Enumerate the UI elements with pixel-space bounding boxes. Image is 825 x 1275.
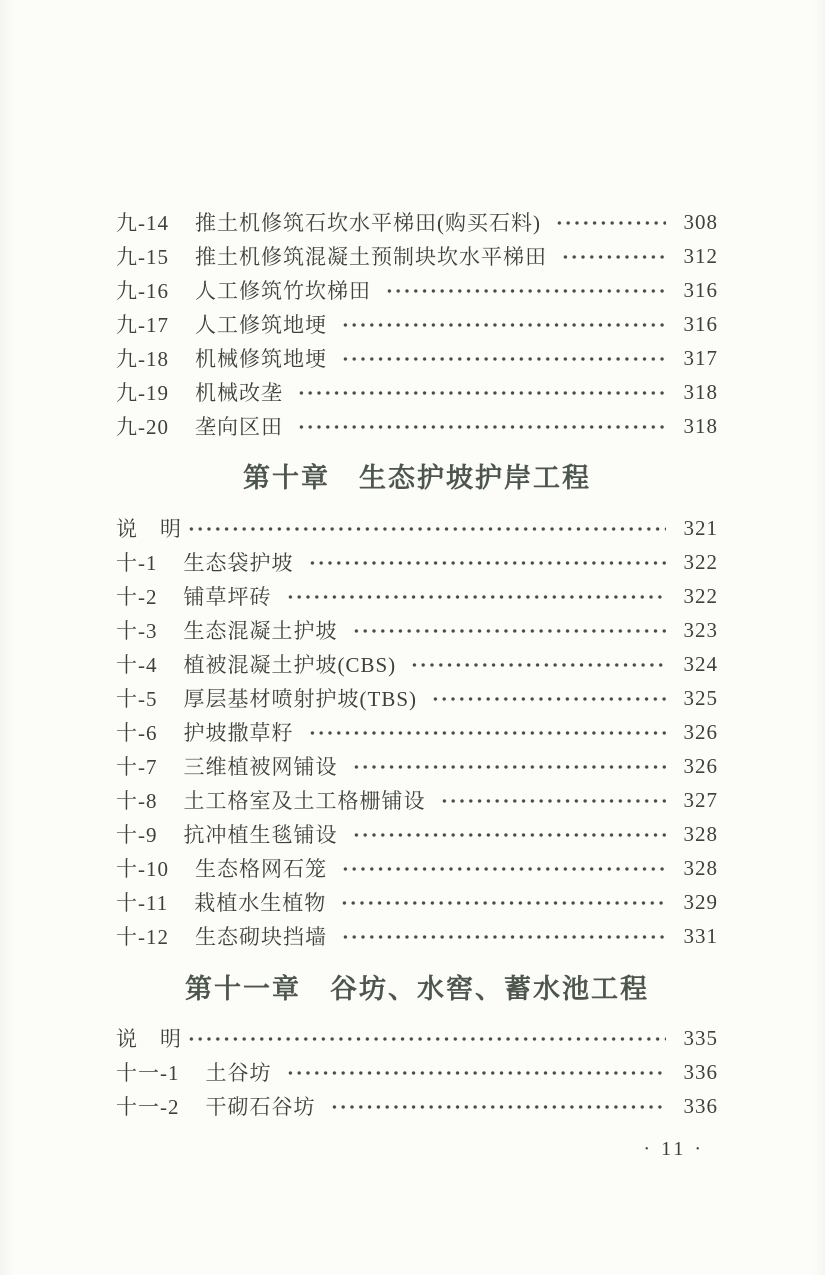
dot-leader: [341, 322, 666, 328]
toc-entry: [116, 681, 718, 715]
entry-page-number: 312: [683, 243, 718, 268]
dot-leader: [297, 390, 666, 396]
entry-label: 九-18: [116, 347, 169, 371]
entry-page-number: 324: [683, 651, 718, 676]
entry-title: 抗冲植生毯铺设: [183, 823, 338, 847]
entry-page-number: 328: [683, 821, 718, 846]
dot-leader: [187, 526, 666, 532]
entry-title: 铺草坪砖: [183, 585, 272, 609]
entry-label: 十-3: [116, 619, 158, 643]
toc-entry: [116, 205, 718, 239]
entry-label: 十-4: [116, 653, 158, 677]
entry-page-number: 336: [683, 1059, 718, 1084]
entry-title: 人工修筑地埂: [195, 313, 327, 337]
entry-label: 九-14: [116, 211, 169, 235]
toc-entry: [116, 613, 718, 647]
dot-leader: [341, 356, 666, 362]
entry-label: 十-10: [116, 857, 169, 881]
entry-title: 栽植水生植物: [194, 891, 327, 915]
dot-leader: [440, 798, 667, 804]
entry-page-number: 308: [683, 209, 718, 234]
dot-leader: [341, 934, 666, 940]
toc-entry: [116, 749, 718, 783]
toc-entry: [116, 579, 718, 613]
dot-leader: [410, 662, 666, 668]
entry-title: 干砌石谷坊: [205, 1095, 316, 1119]
toc-entry: [116, 545, 718, 579]
entry-page-number: 318: [683, 379, 718, 404]
toc-entry: [116, 1055, 718, 1089]
entry-title: 机械改垄: [195, 381, 283, 405]
toc-entry: [116, 239, 718, 273]
entry-title: 厚层基材喷射护坡(TBS): [183, 687, 417, 711]
entry-label: 十-12: [116, 925, 169, 949]
toc-entry: [116, 341, 718, 375]
dot-leader: [308, 560, 667, 566]
chapter-heading: 第十章 生态护坡护岸工程: [243, 463, 591, 493]
entry-page-number: 317: [683, 345, 718, 370]
entry-label: 十-1: [116, 551, 158, 575]
toc-entry: [116, 307, 718, 341]
entry-label: 十-7: [116, 755, 158, 779]
entry-label: 十-8: [116, 789, 158, 813]
entry-page-number: 321: [683, 515, 718, 540]
entry-page-number: 316: [683, 277, 718, 302]
toc-entry: [116, 511, 718, 545]
toc-entry: [116, 1089, 718, 1123]
entry-label: 十-2: [116, 585, 158, 609]
dot-leader: [352, 764, 667, 770]
entry-label: 说 明: [116, 517, 182, 541]
toc-entry: [116, 1021, 718, 1055]
entry-label: 说 明: [116, 1027, 182, 1051]
entry-title: 三维植被网铺设: [183, 755, 338, 779]
dot-leader: [341, 866, 666, 872]
entry-title: 生态格网石笼: [195, 857, 327, 881]
entry-label: 九-15: [116, 245, 169, 269]
entry-label: 十-9: [116, 823, 158, 847]
entry-title: 生态混凝土护坡: [183, 619, 338, 643]
entry-title: 土工格室及土工格栅铺设: [183, 789, 426, 813]
dot-leader: [286, 594, 667, 600]
entry-label: 十一-2: [116, 1095, 180, 1119]
entry-title: 生态袋护坡: [183, 551, 294, 575]
dot-leader: [297, 424, 666, 430]
toc-entry: [116, 851, 718, 885]
dot-leader: [286, 1070, 667, 1076]
dot-leader: [352, 832, 667, 838]
entry-page-number: 331: [683, 923, 718, 948]
entry-title: 土谷坊: [205, 1061, 272, 1085]
dot-leader: [330, 1104, 667, 1110]
dot-leader: [308, 730, 667, 736]
entry-page-number: 322: [683, 583, 718, 608]
entry-title: 护坡撒草籽: [183, 721, 294, 745]
toc-entry: [116, 885, 718, 919]
entry-title: 生态砌块挡墙: [195, 925, 327, 949]
dot-leader: [431, 696, 666, 702]
entry-page-number: 325: [683, 685, 718, 710]
toc-entry: [116, 783, 718, 817]
entry-page-number: 322: [683, 549, 718, 574]
chapter-heading: 第十一章 谷坊、水窖、蓄水池工程: [185, 974, 649, 1004]
entry-title: 植被混凝土护坡(CBS): [183, 653, 397, 677]
dot-leader: [385, 288, 666, 294]
entry-title: 机械修筑地埂: [195, 347, 327, 371]
entry-label: 十-5: [116, 687, 158, 711]
entry-page-number: 326: [683, 753, 718, 778]
entry-page-number: 326: [683, 719, 718, 744]
entry-label: 十-6: [116, 721, 158, 745]
dot-leader: [340, 900, 666, 906]
entry-title: 推土机修筑混凝土预制块坎水平梯田: [195, 245, 547, 269]
entry-page-number: 323: [683, 617, 718, 642]
toc-entry: [116, 919, 718, 953]
dot-leader: [187, 1036, 666, 1042]
toc-entry: [116, 273, 718, 307]
entry-title: 人工修筑竹坎梯田: [195, 279, 371, 303]
entry-title: 垄向区田: [195, 415, 283, 439]
entry-label: 九-19: [116, 381, 169, 405]
dot-leader: [352, 628, 667, 634]
entry-title: 推土机修筑石坎水平梯田(购买石料): [195, 211, 541, 235]
entry-page-number: 328: [683, 855, 718, 880]
entry-label: 九-16: [116, 279, 169, 303]
toc-entry: [116, 715, 718, 749]
entry-label: 十-11: [116, 891, 169, 915]
entry-page-number: 336: [683, 1093, 718, 1118]
entry-page-number: 329: [683, 889, 718, 914]
toc-entry: [116, 647, 718, 681]
toc-entry: [116, 375, 718, 409]
entry-page-number: 316: [683, 311, 718, 336]
entry-label: 九-17: [116, 313, 169, 337]
entry-page-number: 335: [683, 1025, 718, 1050]
entry-label: 九-20: [116, 415, 169, 439]
dot-leader: [561, 254, 666, 260]
toc-entry: [116, 409, 718, 443]
entry-page-number: 327: [683, 787, 718, 812]
entry-label: 十一-1: [116, 1061, 180, 1085]
page-number-footer: · 11 ·: [643, 1138, 704, 1160]
dot-leader: [555, 220, 666, 226]
entry-page-number: 318: [683, 413, 718, 438]
toc-entry: [116, 817, 718, 851]
